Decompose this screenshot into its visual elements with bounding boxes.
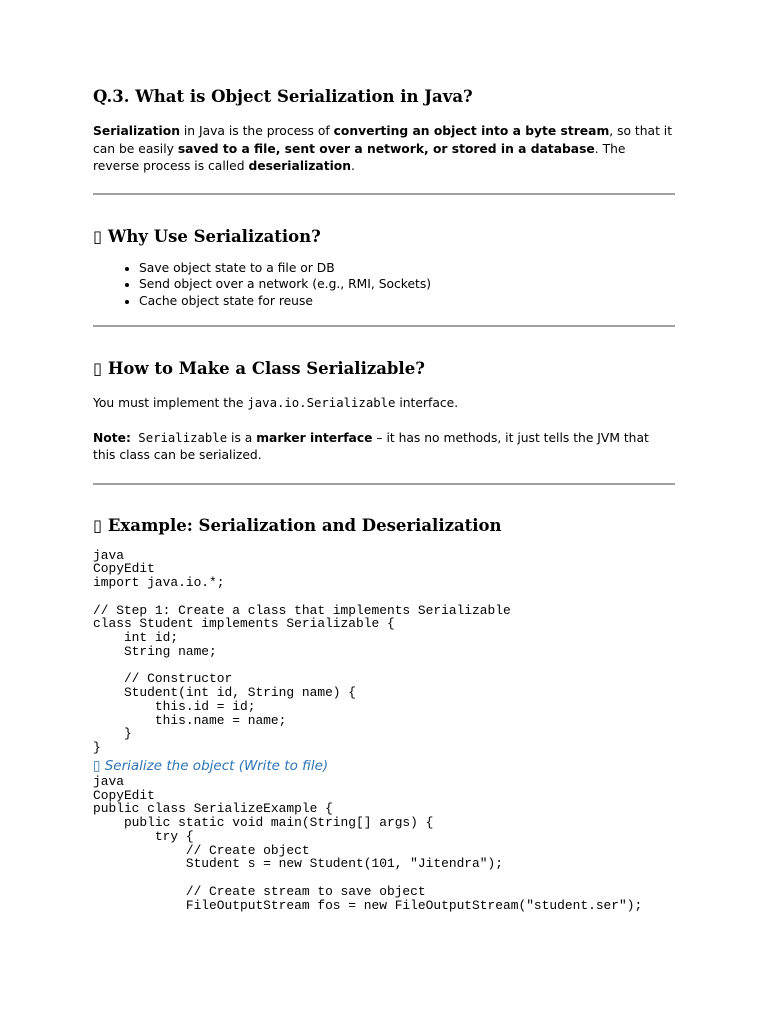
why-heading-text: Why Use Serialization? [102,226,321,246]
code-block-serialize-example: java CopyEdit public class SerializeExample { public static void main(String[] args) { try { // Create object Student s = new Student(101, "Jitendra"); // Create stream to save object FileOutputStream fos = new FileOutputStream("student.ser"); [93,773,643,913]
inline-code: java.io.Serializable [247,396,396,410]
intro-text: in Java is the process of [179,124,334,138]
how-text: You must implement the [93,396,248,410]
example-heading [93,514,675,538]
how-heading [93,357,675,381]
code-block-student-class: java CopyEdit import java.io.*; // Step 1: Create a class that implements Serializable class Student implements Serializable { int id; String name; // Constructor Student(int id, String name) { this.id = id; this.name = name; } } [93,547,511,755]
intro-paragraph [93,123,675,176]
intro-bold-deserialization: deserialization [248,159,351,173]
intro-bold-uses: saved to a file, sent over a network, or stored in a database [177,141,595,156]
emoji-placeholder-icon: ▯ [93,757,101,774]
how-paragraph [93,395,675,413]
intro-text: , so that it can be easily [93,124,673,156]
why-list [93,260,675,310]
note-bold-marker: marker interface [256,430,373,445]
list-item: • Cache object state for reuse [139,293,675,310]
emoji-placeholder-icon: ▯ [93,515,103,535]
note-paragraph [93,430,675,465]
intro-term: Serialization [93,124,180,138]
emoji-placeholder-icon: ▯ [93,359,103,378]
example-heading-text: Example: Serialization and Deserialization [102,515,502,535]
note-label: Note: [93,430,131,445]
section-divider [93,193,675,195]
question-heading: Q.3. What is Object Serialization in Java? [93,87,473,106]
how-heading-text: How to Make a Class Serializable? [102,359,425,378]
note-text: – it has no methods, it just tells the JVM that this class can be serialized. [93,430,649,462]
section-divider [93,325,675,327]
emoji-placeholder-icon: ▯ [93,226,103,246]
why-heading [93,225,675,249]
list-item: • Save object state to a file or DB [139,260,675,277]
note-text: is a [227,430,257,445]
serialize-subheading [93,757,675,775]
document-content [93,85,675,912]
intro-text: . [351,159,355,173]
intro-text: . The reverse process is called [93,141,626,173]
intro-bold-byte-stream: converting an object into a byte stream [333,124,610,138]
section-divider [93,483,675,485]
list-item: • Send object over a network (e.g., RMI, Sockets) [139,276,675,293]
how-text: interface. [395,396,459,410]
inline-code: Serializable [130,430,228,445]
serialize-subheading-text: Serialize the object (Write to file) [100,757,329,774]
